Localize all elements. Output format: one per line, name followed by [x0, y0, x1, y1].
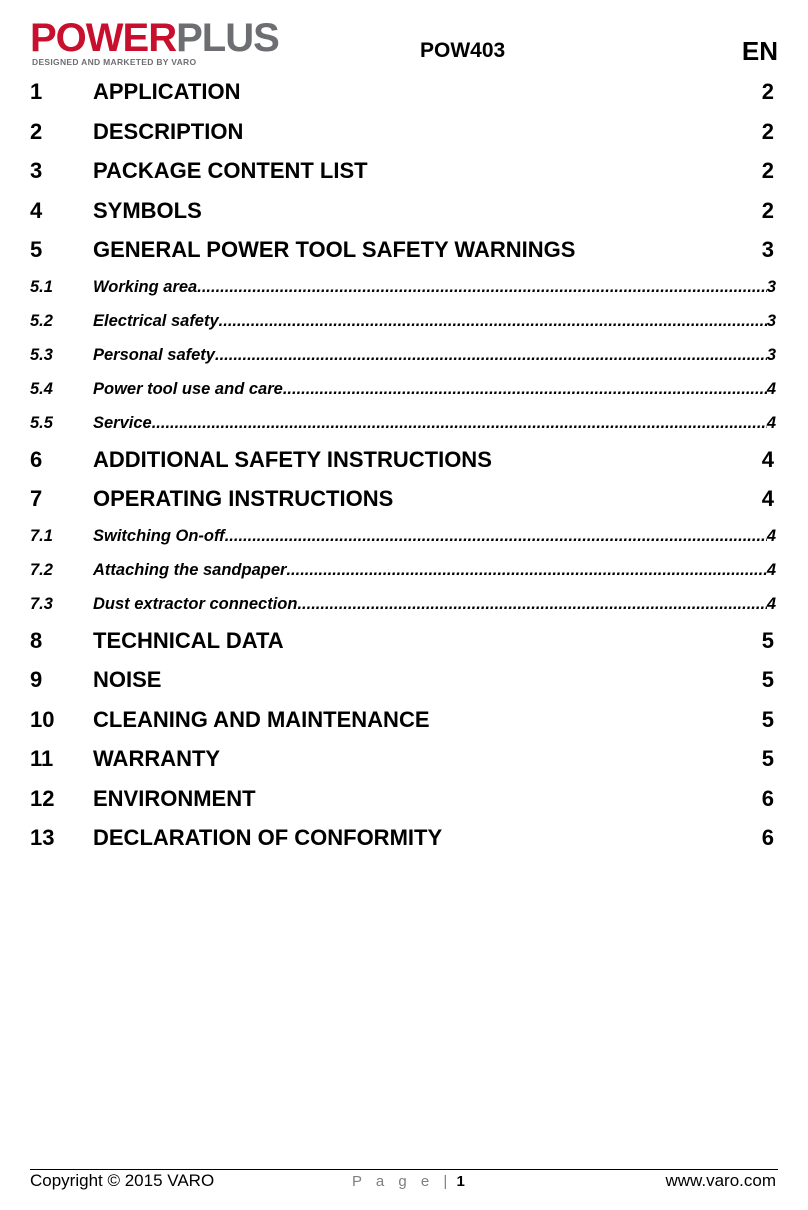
- toc-section-entry[interactable]: [30, 587, 776, 621]
- footer-divider: [30, 1169, 778, 1170]
- toc-chapter-entry[interactable]: [30, 818, 776, 858]
- powerplus-logo: [30, 16, 328, 67]
- toc-chapter-entry[interactable]: [30, 739, 776, 779]
- toc-entry-number: 9: [30, 667, 43, 692]
- toc-entry-number: 5.3: [30, 345, 53, 364]
- table-of-contents: [30, 72, 776, 858]
- toc-entry-page: 5: [761, 627, 774, 653]
- toc-entry-page: 2: [761, 197, 774, 223]
- toc-chapter-entry[interactable]: [30, 479, 776, 519]
- logo-wordmark: [30, 18, 279, 58]
- toc-entry-title: Attaching the sandpaper: [93, 560, 287, 579]
- toc-entry-title: Electrical safety: [93, 311, 219, 330]
- toc-entry-number: 7.1: [30, 526, 53, 545]
- toc-entry-page: 3: [766, 311, 776, 330]
- footer-page-label: P a g e |: [352, 1173, 453, 1190]
- toc-chapter-entry[interactable]: [30, 72, 776, 112]
- toc-entry-page: 3: [766, 277, 776, 296]
- toc-entry-number: 7.2: [30, 560, 53, 579]
- toc-dot-leader: [283, 372, 767, 406]
- toc-entry-number: 1: [30, 79, 43, 104]
- toc-entry-title: GENERAL POWER TOOL SAFETY WARNINGS: [93, 237, 576, 262]
- toc-entry-number: 8: [30, 627, 43, 653]
- toc-entry-title: ENVIRONMENT: [93, 785, 256, 811]
- toc-entry-title: Switching On-off: [93, 526, 225, 545]
- toc-entry-title: DECLARATION OF CONFORMITY: [93, 825, 443, 850]
- toc-entry-number: 11: [30, 746, 54, 771]
- toc-dot-leader: [215, 338, 767, 372]
- toc-entry-page: 5: [761, 667, 774, 692]
- toc-entry-title: Service: [93, 413, 152, 432]
- toc-dot-leader: [297, 587, 766, 621]
- toc-section-entry[interactable]: [30, 406, 776, 440]
- toc-entry-page: 3: [761, 237, 774, 262]
- toc-entry-page: 4: [766, 594, 776, 613]
- toc-dot-leader: [152, 406, 767, 440]
- toc-chapter-entry[interactable]: [30, 660, 776, 700]
- toc-entry-page: 6: [761, 785, 774, 811]
- toc-entry-number: 4: [30, 197, 43, 223]
- toc-entry-title: Power tool use and care: [93, 379, 283, 398]
- toc-entry-page: 5: [761, 706, 774, 732]
- toc-entry-page: 6: [761, 825, 774, 850]
- toc-entry-title: PACKAGE CONTENT LIST: [93, 158, 368, 183]
- toc-entry-title: CLEANING AND MAINTENANCE: [93, 706, 430, 732]
- toc-entry-number: 5.2: [30, 311, 53, 330]
- toc-entry-number: 5.1: [30, 277, 53, 296]
- toc-entry-title: ADDITIONAL SAFETY INSTRUCTIONS: [93, 446, 492, 472]
- toc-dot-leader: [197, 270, 767, 304]
- toc-entry-page: 5: [761, 746, 774, 771]
- toc-dot-leader: [225, 519, 767, 553]
- toc-dot-leader: [286, 553, 766, 587]
- model-number: POW403: [420, 39, 506, 62]
- toc-entry-title: Personal safety: [93, 345, 215, 364]
- toc-entry-title: APPLICATION: [93, 79, 241, 104]
- toc-entry-page: 4: [761, 486, 774, 511]
- toc-chapter-entry[interactable]: [30, 112, 776, 152]
- toc-entry-title: TECHNICAL DATA: [93, 627, 284, 653]
- toc-entry-number: 2: [30, 118, 43, 144]
- toc-entry-page: 4: [766, 379, 776, 398]
- footer-copyright: Copyright © 2015 VARO: [30, 1171, 215, 1190]
- toc-entry-page: 3: [766, 345, 776, 364]
- toc-section-entry[interactable]: [30, 553, 776, 587]
- toc-entry-page: 2: [761, 158, 774, 183]
- language-code: EN: [741, 36, 778, 66]
- toc-section-entry[interactable]: [30, 338, 776, 372]
- toc-section-entry[interactable]: [30, 519, 776, 553]
- footer-website: www.varo.com: [665, 1171, 776, 1190]
- toc-entry-page: 4: [761, 446, 774, 472]
- toc-entry-title: Working area: [93, 277, 198, 296]
- toc-dot-leader: [219, 304, 767, 338]
- logo-tagline: DESIGNED AND MARKETED BY VARO: [32, 57, 197, 67]
- toc-entry-number: 5: [30, 237, 43, 262]
- toc-entry-number: 5.5: [30, 413, 53, 432]
- toc-section-entry[interactable]: [30, 270, 776, 304]
- logo-word-power: POWER: [30, 16, 177, 60]
- toc-chapter-entry[interactable]: [30, 700, 776, 740]
- toc-entry-title: SYMBOLS: [93, 197, 202, 223]
- footer-page-number: 1: [456, 1173, 465, 1190]
- footer-page-indicator: [352, 1173, 465, 1190]
- toc-chapter-entry[interactable]: [30, 621, 776, 661]
- toc-entry-title: Dust extractor connection: [93, 594, 298, 613]
- toc-entry-number: 7.3: [30, 594, 53, 613]
- toc-entry-number: 10: [30, 706, 55, 732]
- toc-entry-page: 2: [761, 79, 774, 104]
- toc-entry-page: 4: [766, 413, 776, 432]
- toc-entry-number: 7: [30, 486, 43, 511]
- toc-chapter-entry[interactable]: [30, 440, 776, 480]
- toc-chapter-entry[interactable]: [30, 779, 776, 819]
- toc-entry-page: 4: [766, 560, 776, 579]
- toc-entry-title: DESCRIPTION: [93, 118, 244, 144]
- toc-chapter-entry[interactable]: [30, 230, 776, 270]
- toc-entry-page: 4: [766, 526, 776, 545]
- toc-section-entry[interactable]: [30, 304, 776, 338]
- toc-chapter-entry[interactable]: [30, 191, 776, 231]
- toc-entry-title: OPERATING INSTRUCTIONS: [93, 486, 394, 511]
- toc-entry-number: 13: [30, 825, 55, 850]
- toc-section-entry[interactable]: [30, 372, 776, 406]
- toc-entry-page: 2: [761, 118, 774, 144]
- toc-entry-number: 5.4: [30, 379, 53, 398]
- toc-chapter-entry[interactable]: [30, 151, 776, 191]
- toc-entry-number: 3: [30, 158, 43, 183]
- toc-entry-title: NOISE: [93, 667, 162, 692]
- toc-entry-number: 12: [30, 785, 55, 811]
- toc-entry-number: 6: [30, 446, 43, 472]
- logo-word-plus: PLUS: [176, 16, 279, 60]
- toc-entry-title: WARRANTY: [93, 746, 221, 771]
